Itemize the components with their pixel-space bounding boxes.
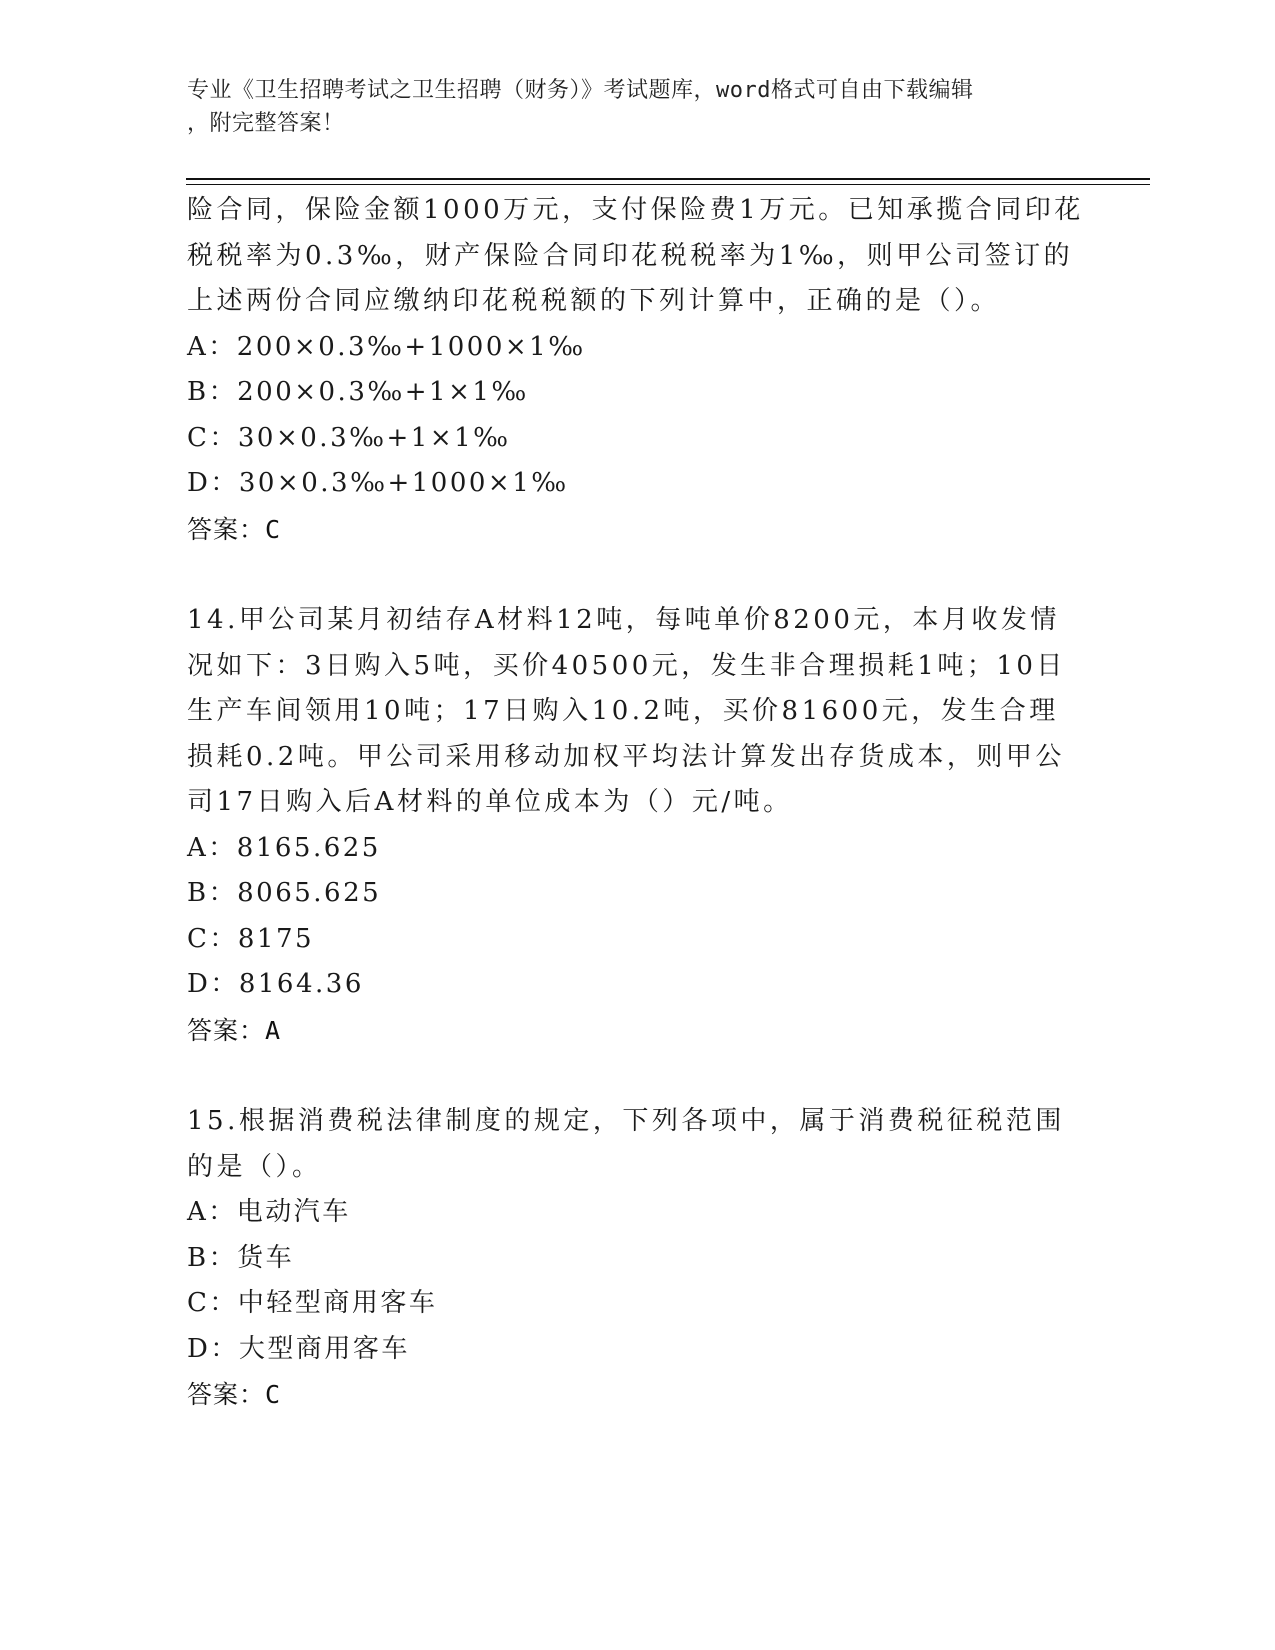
answer: 答案：A: [187, 1015, 282, 1045]
option-c: C：8175: [187, 923, 315, 954]
header-title-line1: 专业《卫生招聘考试之卫生招聘（财务）》考试题库，word格式可自由下载编辑: [187, 78, 974, 103]
option-d: D：8164.36: [187, 969, 364, 999]
option-b: B：8065.625: [187, 878, 382, 908]
question-text: 险合同，保险金额1000万元，支付保险费1万元。已知承揽合同印花税税率为0.3‰，财产保险合同印花税税率为1‰，则甲公司签订的上述两份合同应缴纳印花税税额的下列计算中，正确的是（）。: [187, 195, 1084, 316]
question-list: [187, 188, 1087, 1418]
question-text: 15.根据消费税法律制度的规定，下列各项中，属于消费税征税范围的是（）。: [187, 1106, 1065, 1182]
option-c: C：中轻型商用客车: [187, 1288, 438, 1318]
answer: 答案：C: [187, 1380, 282, 1409]
option-a: A：8165.625: [187, 832, 381, 863]
header-rule-thick: [186, 178, 1150, 180]
option-d: D：30×0.3‰+1000×1‰: [187, 468, 569, 498]
option-b: B：货车: [187, 1242, 295, 1273]
option-b: B：200×0.3‰+1×1‰: [187, 377, 529, 407]
option-a: A：200×0.3‰+1000×1‰: [187, 331, 586, 362]
question-13: [187, 188, 1087, 552]
document-header: [187, 74, 1067, 140]
question-15: [187, 1099, 1087, 1418]
option-d: D：大型商用客车: [187, 1333, 410, 1364]
question-14: [187, 598, 1087, 1053]
header-title-line2: ，附完整答案！: [187, 111, 345, 136]
answer: 答案：C: [187, 514, 282, 544]
option-c: C：30×0.3‰+1×1‰: [187, 422, 511, 453]
option-a: A：电动汽车: [187, 1197, 351, 1227]
question-text: 14.甲公司某月初结存A材料12吨，每吨单价8200元，本月收发情况如下：3日购入5吨，买价40500元，发生非合理损耗1吨；10日生产车间领用10吨；17日购入10.2吨，买价81600元，发生合理损耗0.2吨。甲公司采用移动加权平均法计算发出存货成本，则甲公司17日购入后A材料的单位成本为（）元/吨。: [187, 605, 1066, 817]
header-rule-thin: [186, 184, 1150, 185]
